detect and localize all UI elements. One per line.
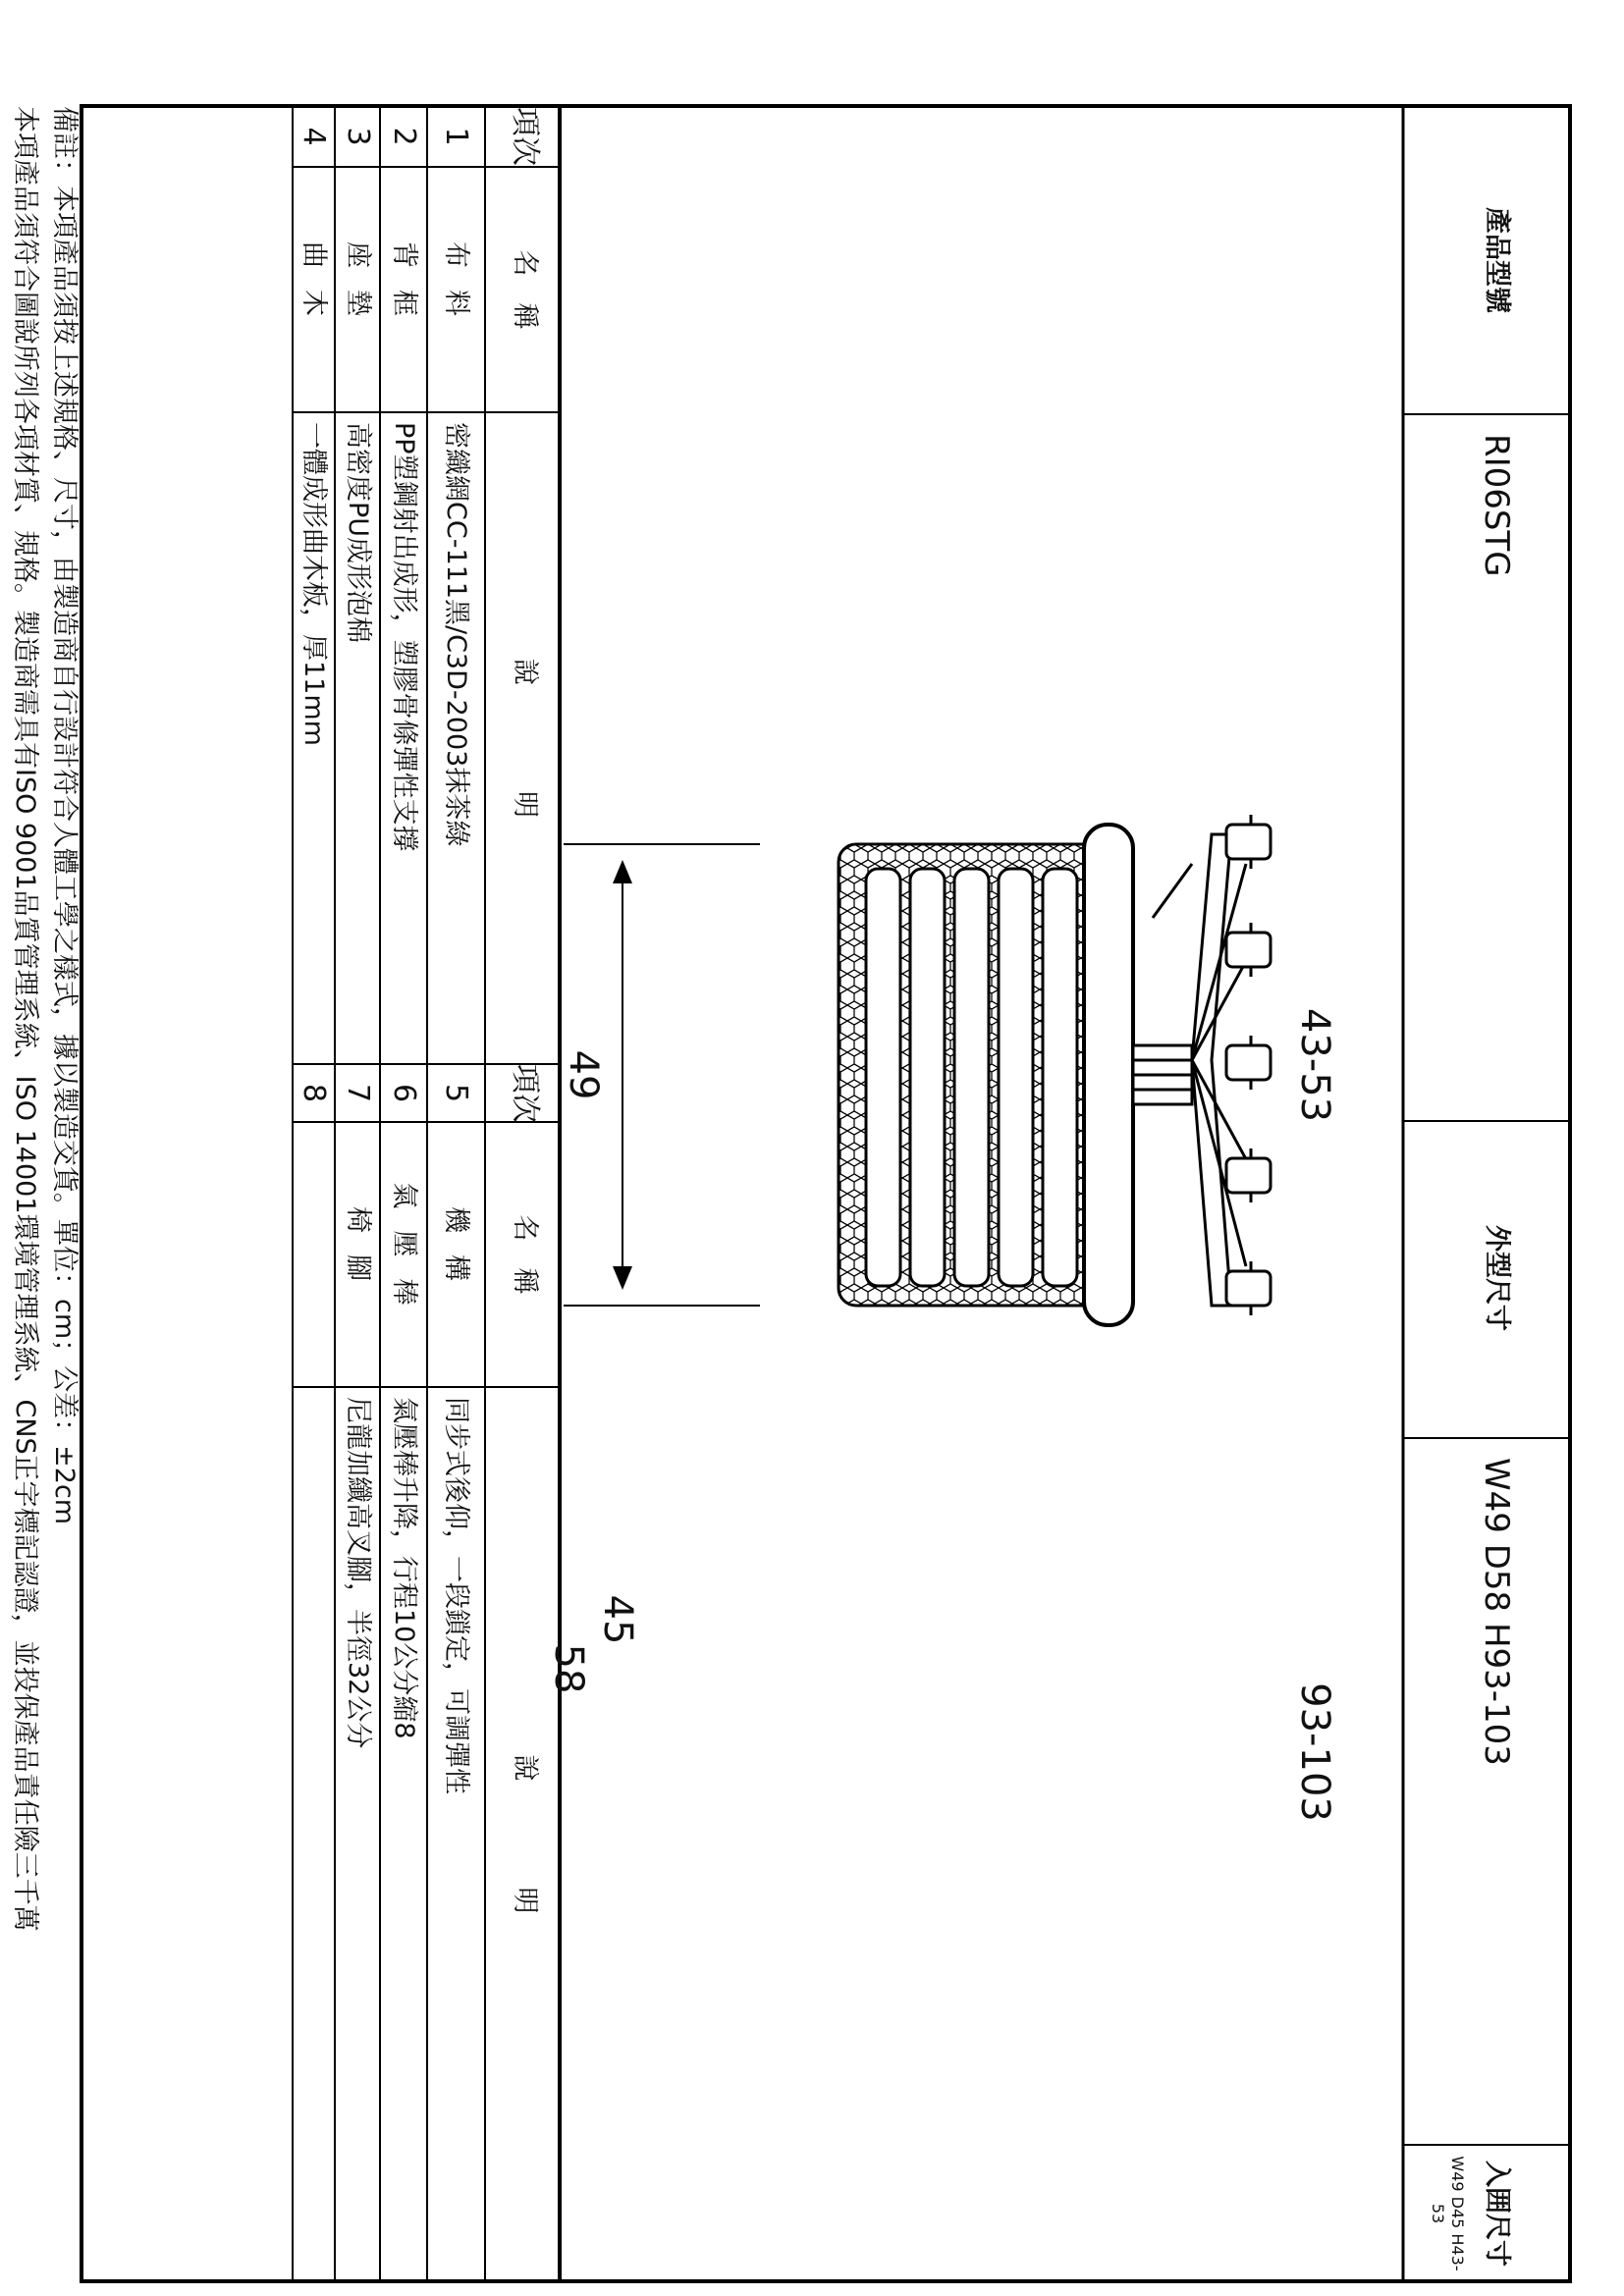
outer-size-value: W49 D58 H93-103 <box>1477 1458 1516 1766</box>
row-5-name: 機構 <box>441 1206 471 1303</box>
header-no-left: 項次 <box>508 107 542 166</box>
row-4-desc: 一體成形曲木板，厚11mm <box>298 422 329 746</box>
row-6-name: 氣壓棒 <box>389 1182 419 1327</box>
seat-size-value: W49 D45 H43-53 <box>1429 2156 1467 2271</box>
row-6-no: 6 <box>387 1083 421 1103</box>
row-4-name: 曲木 <box>298 241 329 338</box>
header-desc-right: 說 明 <box>510 1754 540 1914</box>
header-desc-left: 說 明 <box>510 659 540 818</box>
row-1-name: 布料 <box>441 241 471 338</box>
row-7-name: 椅腳 <box>343 1206 373 1303</box>
seat-size-label: 入囲尺寸 <box>1482 2161 1512 2267</box>
row-3-no: 3 <box>341 127 375 146</box>
row-3-name: 座墊 <box>343 241 373 338</box>
dimension-93-103-label: 93-103 <box>1292 1682 1337 1822</box>
dimension-45-label: 45 <box>595 1594 640 1645</box>
model-label: 產品型號 <box>1482 207 1512 313</box>
row-3-desc: 高密度PU成形泡棉 <box>343 422 373 644</box>
row-5-desc: 同步式後仰，一段鎖定，可調彈性 <box>441 1397 471 1794</box>
row-1-desc: 密織網CC-111黑/C3D-2003抹茶綠 <box>441 422 471 847</box>
row-2-desc: PP塑鋼射出成形，塑膠骨條彈性支撐 <box>389 422 419 852</box>
row-2-name: 背框 <box>389 241 419 338</box>
header-name-right: 名 稱 <box>510 1214 540 1295</box>
row-7-desc: 尼龍加纖高叉腳，半徑32公分 <box>343 1397 373 1749</box>
row-2-no: 2 <box>387 127 421 146</box>
note-line-1: 備註：本項產品須按上述規格、尺寸，由製造商自行設計符合人體工學之樣式，據以製造交貨。單位：cm；公差：±2cm <box>49 106 80 1525</box>
header-no-right: 項次 <box>508 1064 542 1123</box>
row-1-no: 1 <box>439 127 473 146</box>
note-line-2: 本項產品須符合圖說所列各項材質、規格。製造商需具有ISO 9001品質管理系統、ISO 14001環境管理系統、CNS正字標記認證，並投保產品責任險三千萬 <box>10 106 40 1932</box>
model-value: RI06STG <box>1477 434 1516 577</box>
outer-size-label: 外型尺寸 <box>1482 1225 1512 1331</box>
row-8-no: 8 <box>297 1083 331 1103</box>
row-4-no: 4 <box>297 127 331 146</box>
row-7-no: 7 <box>341 1083 375 1103</box>
dimension-58-label: 58 <box>546 1643 591 1694</box>
row-6-desc: 氣壓棒升降，行程10公分縮8 <box>389 1397 419 1739</box>
dimension-43-53-label: 43-53 <box>1292 1007 1337 1123</box>
dimension-49-label: 49 <box>561 1049 606 1100</box>
front-view-chair <box>839 815 1271 1325</box>
header-name-left: 名 稱 <box>510 249 540 330</box>
row-5-no: 5 <box>439 1083 473 1103</box>
